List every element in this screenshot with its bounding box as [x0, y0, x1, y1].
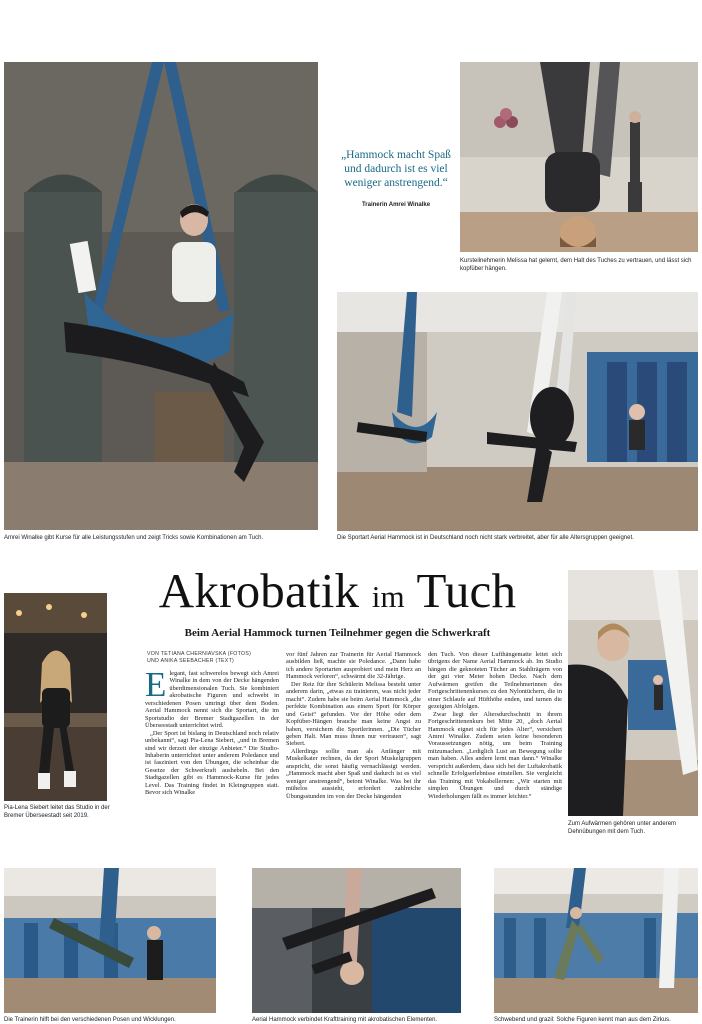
article-column-3	[428, 651, 562, 800]
drop-cap: E	[145, 665, 167, 704]
caption-warmup: Zum Aufwärmen gehören unter anderem Dehnübungen mit dem Tuch.	[568, 821, 677, 835]
photo-strength-acrobatics	[252, 868, 461, 1013]
headline	[110, 563, 565, 625]
byline	[147, 651, 282, 665]
paragraph: Der Reiz für ihre Schülerin Melissa besteht unter anderem darin, „etwas zu trainieren, was nicht jeder macht“. Zudem habe sie beim Aerial Hammock „die perfekte Kombination aus einem Sport für Körper und Geist“ gefunden. Vor der Höhe oder dem Kopfüber-Hängen brauche man keine Angst zu haben, versichern die Sportlerinnen. „Die Tücher geben Halt. Man muss ihnen nur vertrauen“, sagt Siebert.	[286, 680, 421, 748]
headline-small: im	[371, 579, 405, 614]
photo-studio-group	[337, 292, 698, 531]
headline-main: Akrobatik	[158, 563, 360, 618]
caption-melissa: Kursteilnehmerin Melissa hat gelernt, dem Halt des Tuches zu vertrauen, und lässt sich kopfüber hängen.	[460, 258, 692, 272]
paragraph: Zwar liegt der Altersdurchschnitt in ihrem Fortgeschrittenenkurs bei Mitte 20, „doch Aerial Hammock eignet sich für jedes Alter“, versichert Amrei Winalke. Zudem seien keine besonderen Voraussetzungen nötig, um beim Training mitzumachen. „Lediglich Lust an Bewegung sollte man haben. Alles andere lernt man dann.“ Winalke verspricht außerdem, dass sich bei der Luftakrobatik schnelle Erfolgserlebnisse einstellen. Sie vergleicht das Training mit Vokabellernen: „Wir starten mit simplen Übungen und durch ständige Wiederholungen fällt es immer leichter.“	[428, 710, 562, 800]
quote-attribution: Trainerin Amrei Winalke	[361, 202, 431, 208]
photo-winalke-in-hammock	[4, 62, 318, 530]
article-column-1	[145, 665, 279, 797]
caption-winalke: Amrei Winalke gibt Kurse für alle Leistungsstufen und zeigt Tricks sowie Kombinationen am Tuch.	[4, 535, 264, 541]
paragraph: Allerdings sollte man als Anfänger mit Muskelkater rechnen, da der Sport Muskelgruppen anspricht, die sonst häufig vernachlässigt werden. „Hammock macht aber Spaß und dadurch ist es viel weniger anstrengend“, betont Winalke. Was bei ihr mühelos aussieht, erfordert zahlreiche Übungsstunden im von der Decke hängenden	[286, 747, 421, 800]
subheadline: Beim Aerial Hammock turnen Teilnehmer gegen die Schwerkraft	[184, 627, 491, 639]
photo-trainer-helps	[4, 868, 216, 1013]
caption-trainer-helps: Die Trainerin hilft bei den verschiedenen Posen und Wicklungen.	[4, 1017, 176, 1023]
paragraph: legant, fast schwerelos bewegt sich Amrei Winalke in dem von der Decke hängenden überdimensionalen Tuch. Sie kombiniert akrobatische Figuren und schwebt in verschiedenen Posen umringt über dem Boden. Aerial Hammock nennt sich die Sportart, die im Sportstudio der Bremer Stadtgazellen in der Überseestadt unterrichtet wird.	[145, 670, 279, 730]
photo-warmup-stretch	[568, 570, 698, 816]
caption-strength: Aerial Hammock verbindet Krafttraining mit akrobatischen Elementen.	[252, 1017, 438, 1023]
article-column-2	[286, 651, 421, 800]
caption-circus: Schwebend und grazil: Solche Figuren kennt man aus dem Zirkus.	[494, 1017, 671, 1023]
photo-melissa-upside-down	[460, 62, 698, 252]
byline-photos: VON TETIANA CHERNIAVSKA (FOTOS)	[147, 651, 252, 657]
pull-quote: „Hammock macht Spaß und dadurch ist es viel weniger anstrengend.“	[341, 149, 451, 189]
photo-siebert-portrait	[4, 593, 107, 801]
headline-end: Tuch	[416, 563, 517, 618]
byline-text: UND ANIKA SEEBACHER (TEXT)	[147, 658, 235, 664]
paragraph: „Der Sport ist bislang in Deutschland noch relativ unbekannt“, sagt Pia-Lena Siebert, „und in Bremen sind wir derzeit der einzige Anbieter.“ Die Studio-Inhaberin unterrichtet unter anderem Poledance und ist fasziniert von den Übungen, die scheinbar die Gesetze der Schwerkraft aushebeln. Bei den Stadtgazellen gibt es Hammock-Kurse für jedes Level. Das Training findet in Kleingruppen statt. Bevor sich Winalke	[145, 729, 279, 797]
paragraph: vor fünf Jahren zur Trainerin für Aerial Hammock ausbilden ließ, machte sie Poledance. „Dann habe ich andere Sportarten ausprobiert und mein Herz an Hammock verloren“, schwärmt die 32-Jährige.	[286, 651, 421, 681]
photo-circus-figures	[494, 868, 698, 1013]
caption-studio-group: Die Sportart Aerial Hammock ist in Deutschland noch nicht stark verbreitet, aber für alle Altersgruppen geeignet.	[337, 535, 634, 541]
caption-siebert: Pia-Lena Siebert leitet das Studio in der Bremer Überseestadt seit 2019.	[4, 805, 110, 819]
paragraph: den Tuch. Von dieser Lufthängematte leitet sich übrigens der Name Aerial Hammock ab. Im Studio hängen die geknoteten Tücher an Stahlträgern von der gut vier Meter hohen Decke. Nach dem Aufwärmen greifen die Teilnehmerinnen des Fortgeschrittenenkurses zu den Nylontüchern, die in einer Schlaufe auf Hüfthöhe enden, und turnen die gezeigten Abfolgen.	[428, 651, 562, 711]
